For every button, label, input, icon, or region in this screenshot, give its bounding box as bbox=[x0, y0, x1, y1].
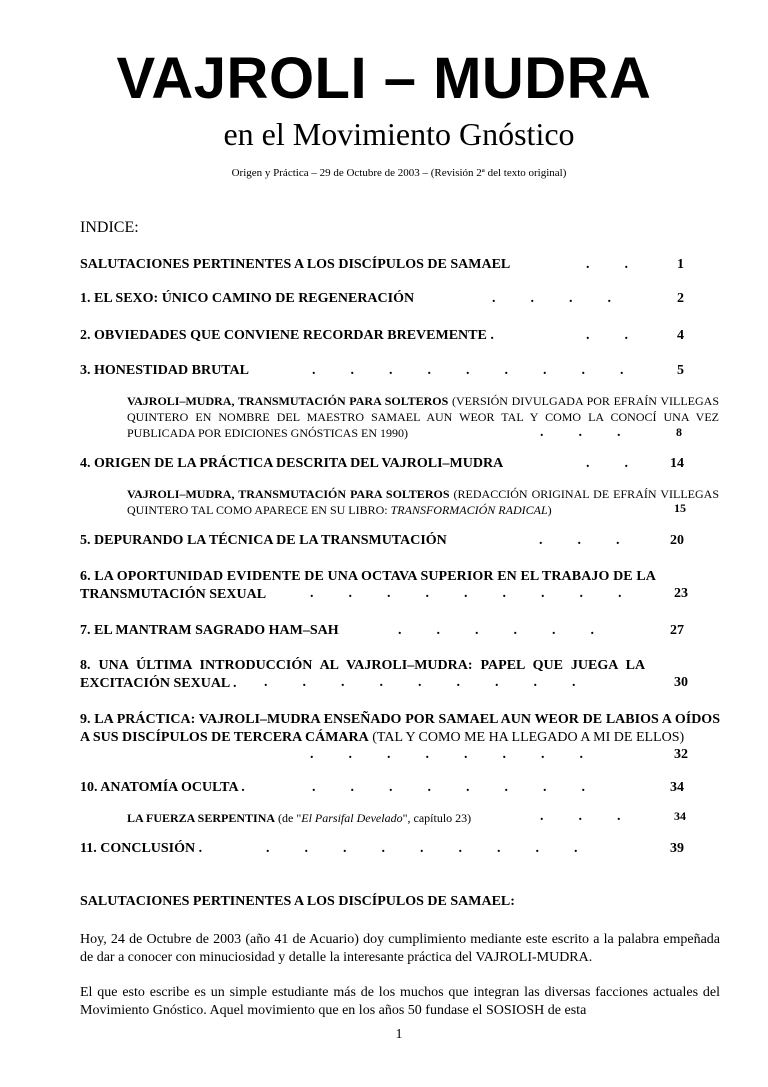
toc-entry[interactable] bbox=[80, 840, 692, 858]
toc-entry[interactable] bbox=[80, 362, 692, 380]
toc-page-number: 2 bbox=[677, 291, 684, 306]
page-number: 1 bbox=[395, 1027, 403, 1042]
toc-subentry-close: ) bbox=[547, 503, 552, 517]
toc-page-number: 1 bbox=[677, 257, 684, 272]
toc-page-number: 27 bbox=[670, 623, 684, 638]
toc-page-number: 15 bbox=[674, 501, 686, 515]
toc-leader-dots: . . bbox=[586, 257, 628, 272]
toc-subentry[interactable] bbox=[127, 393, 719, 441]
toc-page-number: 30 bbox=[674, 675, 688, 690]
toc-page-number: 8 bbox=[676, 425, 682, 439]
toc-subentry-note: (de " bbox=[275, 811, 302, 825]
toc-entry-label: 11. CONCLUSIÓN . bbox=[80, 841, 203, 856]
toc-page-number: 34 bbox=[674, 809, 686, 823]
toc-subentry-note: (VERSIÓN DIVULGADA POR EFRAÍN VILLEGAS QUINTERO EN NOMBRE DEL MAESTRO SAMAEL AUN WEOR TAL Y COMO LA CONOCÍ UNA VEZ PUBLICADA POR EDICIONES GNÓSTICAS EN 1990) bbox=[127, 394, 719, 440]
toc-subentry-title: VAJROLI–MUDRA, TRANSMUTACIÓN PARA SOLTEROS bbox=[127, 487, 450, 501]
toc-entry[interactable] bbox=[80, 711, 720, 747]
toc-page-number: 39 bbox=[670, 841, 684, 856]
toc-entry-label: 7. EL MANTRAM SAGRADO HAM–SAH bbox=[80, 623, 339, 638]
toc-page-number: 14 bbox=[670, 456, 684, 471]
toc-entry[interactable] bbox=[80, 532, 692, 550]
toc-entry-label: 8. UNA ÚLTIMA INTRODUCCIÓN AL VAJROLI–MUDRA: PAPEL QUE JUEGA LA bbox=[80, 658, 646, 673]
toc-entry[interactable] bbox=[80, 779, 692, 797]
toc-entry-label-cont: EXCITACIÓN SEXUAL . bbox=[80, 676, 237, 691]
toc-entry-label: 5. DEPURANDO LA TÉCNICA DE LA TRANSMUTACIÓN bbox=[80, 533, 447, 548]
section-heading: SALUTACIONES PERTINENTES A LOS DISCÍPULOS DE SAMAEL: bbox=[80, 894, 515, 909]
toc-entry[interactable] bbox=[80, 327, 692, 345]
toc-subentry-note: (REDACCIÓN ORIGINAL DE EFRAÍN VILLEGAS QUINTERO TAL COMO APARECE EN SU LIBRO: bbox=[127, 487, 719, 517]
toc-entry[interactable] bbox=[80, 455, 692, 473]
toc-entry-note: (TAL Y COMO ME HA LLEGADO A MI DE ELLOS) bbox=[368, 730, 685, 745]
toc-entry-label: 2. OBVIEDADES QUE CONVIENE RECORDAR BREVEMENTE . bbox=[80, 328, 494, 343]
toc-entry-label: SALUTACIONES PERTINENTES A LOS DISCÍPULOS DE SAMAEL bbox=[80, 257, 511, 272]
toc-entry[interactable] bbox=[80, 290, 692, 308]
toc-page-number: 32 bbox=[674, 747, 688, 762]
toc-subentry[interactable] bbox=[127, 486, 719, 518]
index-heading: INDICE: bbox=[80, 219, 139, 236]
origin-line: Origen y Práctica – 29 de Octubre de 2003 – (Revisión 2ª del texto original) bbox=[231, 167, 567, 179]
toc-leader-dots: . . . . . . . . . bbox=[264, 675, 576, 690]
toc-leader-dots: . . . . . . . . . bbox=[310, 586, 622, 601]
toc-subentry-book: TRANSFORMACIÓN RADICAL bbox=[390, 503, 548, 517]
toc-leader-dots: . . . bbox=[539, 533, 620, 548]
toc-page-number: 20 bbox=[670, 533, 684, 548]
toc-leader-dots: . . . bbox=[540, 425, 621, 440]
toc-leader-dots: . . . bbox=[540, 809, 621, 824]
toc-subentry-title: VAJROLI–MUDRA, TRANSMUTACIÓN PARA SOLTEROS bbox=[127, 394, 449, 408]
toc-leader-dots: . . . . . . bbox=[398, 623, 594, 638]
toc-entry-label: 1. EL SEXO: ÚNICO CAMINO DE REGENERACIÓN bbox=[80, 291, 415, 306]
document-subtitle: en el Movimiento Gnóstico bbox=[223, 116, 575, 152]
toc-subentry-book: El Parsifal Develado bbox=[301, 811, 403, 825]
body-paragraph: El que esto escribe es un simple estudiante más de los muchos que integran las diversas facciones actuales del Movimiento Gnóstico. Aquel movimiento que en los años 50 fundase el SOSIOSH de esta bbox=[80, 985, 720, 1018]
toc-entry-label: 3. HONESTIDAD BRUTAL bbox=[80, 363, 249, 378]
toc-entry-label: 9. LA PRÁCTICA: VAJROLI–MUDRA ENSEÑADO POR SAMAEL AUN WEOR DE LABIOS A OÍDOS A SUS DISCÍPULOS DE TERCERA CÁMARA bbox=[80, 712, 720, 745]
toc-leader-dots: . . . . . . . . . bbox=[312, 363, 624, 378]
toc-entry-label: 4. ORIGEN DE LA PRÁCTICA DESCRITA DEL VAJROLI–MUDRA bbox=[80, 456, 504, 471]
toc-leader-dots: . . . . . . . . . bbox=[266, 841, 578, 856]
toc-leader-dots: . . bbox=[586, 456, 628, 471]
document-title: VAJROLI – MUDRA bbox=[116, 46, 652, 111]
toc-leader-dots: . . . . . . . . bbox=[312, 780, 585, 795]
toc-subentry-title: LA FUERZA SERPENTINA bbox=[127, 811, 276, 825]
toc-subentry-note-end: ", capítulo 23) bbox=[402, 811, 472, 825]
toc-page-number: 23 bbox=[674, 586, 688, 601]
toc-entry-label-cont: TRANSMUTACIÓN SEXUAL bbox=[80, 587, 267, 602]
toc-leader-dots: . . . . . . . . bbox=[310, 747, 583, 762]
toc-entry-label: 10. ANATOMÍA OCULTA . bbox=[80, 780, 245, 795]
toc-leader-dots: . . . . bbox=[492, 291, 611, 306]
toc-page-number: 5 bbox=[677, 363, 684, 378]
toc-entry[interactable] bbox=[80, 256, 692, 274]
toc-page-number: 4 bbox=[677, 328, 684, 343]
toc-subentry[interactable] bbox=[127, 810, 547, 826]
toc-entry-label: 6. LA OPORTUNIDAD EVIDENTE DE UNA OCTAVA SUPERIOR EN EL TRABAJO DE LA bbox=[80, 569, 656, 584]
body-paragraph: Hoy, 24 de Octubre de 2003 (año 41 de Acuario) doy cumplimiento mediante este escrito a la palabra empeñada de dar a conocer con minuciosidad y detalle la interesante práctica del VAJROLI-MUDRA. bbox=[80, 932, 720, 965]
toc-entry[interactable] bbox=[80, 622, 692, 640]
toc-leader-dots: . . bbox=[586, 328, 628, 343]
toc-page-number: 34 bbox=[670, 780, 684, 795]
